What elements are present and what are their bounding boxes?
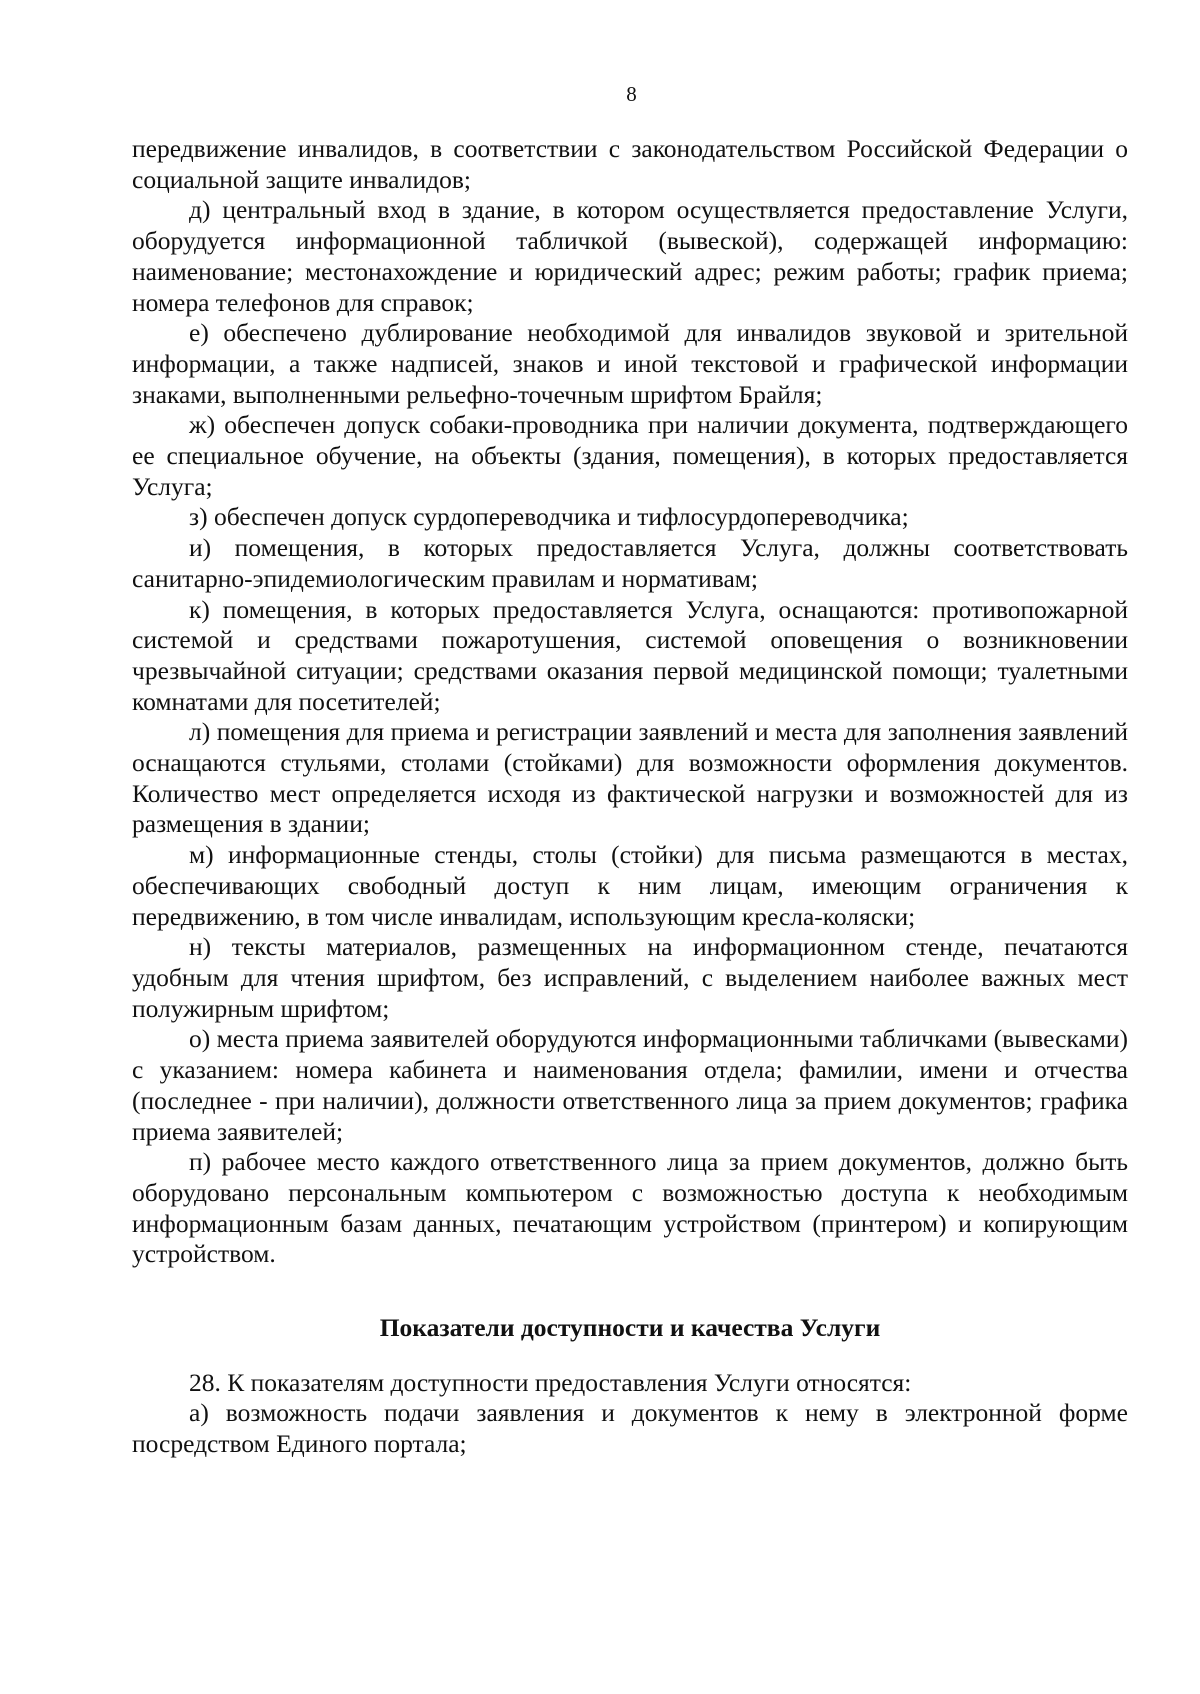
- paragraph-item-p: п) рабочее место каждого ответственного лица за прием документов, должно быть оборудовано персональным компьютером с возможностью доступа к необходимым информационным базам данных, печатающим устройством (принтером) и копирующим устройством.: [132, 1147, 1128, 1269]
- paragraph-item-m: м) информационные стенды, столы (стойки) для письма размещаются в местах, обеспечивающих свободный доступ к ним лицам, имеющим ограничения к передвижению, в том числе инвалидам, использующим кресла-коляски;: [132, 840, 1128, 931]
- paragraph-item-i: и) помещения, в которых предоставляется Услуга, должны соответствовать санитарно-эпидемиологическим правилам и нормативам;: [132, 533, 1128, 593]
- paragraph-point-28: 28. К показателям доступности предоставления Услуги относятся:: [189, 1367, 912, 1397]
- paragraph-item-l: л) помещения для приема и регистрации заявлений и места для заполнения заявлений оснащаются стульями, столами (стойками) для возможности оформления документов. Количество мест определяется исходя из фактической нагрузки и возможностей для из размещения в здании;: [132, 717, 1128, 839]
- paragraph-item-z: з) обеспечен допуск сурдопереводчика и тифлосурдопереводчика;: [189, 502, 909, 532]
- paragraph-continuation: передвижение инвалидов, в соответствии с законодательством Российской Федерации о социальной защите инвалидов;: [132, 134, 1128, 194]
- paragraph-item-d: д) центральный вход в здание, в котором осуществляется предоставление Услуги, оборудуется информационной табличкой (вывеской), содержащей информацию: наименование; местонахождение и юридический адрес; режим работы; график приема; номера телефонов для справок;: [132, 195, 1128, 317]
- paragraph-item-o: о) места приема заявителей оборудуются информационными табличками (вывесками) с указанием: номера кабинета и наименования отдела; фамилии, имени и отчества (последнее - при наличии), должности ответственного лица за прием документов; графика приема заявителей;: [132, 1024, 1128, 1146]
- paragraph-item-e: е) обеспечено дублирование необходимой для инвалидов звуковой и зрительной информации, а также надписей, знаков и иной текстовой и графической информации знаками, выполненными рельефно-точечным шрифтом Брайля;: [132, 318, 1128, 409]
- paragraph-item-a: а) возможность подачи заявления и документов к нему в электронной форме посредством Единого портала;: [132, 1398, 1128, 1459]
- page-number: 8: [626, 82, 637, 106]
- paragraph-item-k: к) помещения, в которых предоставляется Услуга, оснащаются: противопожарной системой и средствами пожаротушения, системой оповещения о возникновении чрезвычайной ситуации; средствами оказания первой медицинской помощи; туалетными комнатами для посетителей;: [132, 594, 1128, 716]
- section-heading: Показатели доступности и качества Услуги: [379, 1313, 881, 1343]
- document-body: [132, 134, 1128, 1460]
- paragraph-item-n: н) тексты материалов, размещенных на информационном стенде, печатаются удобным для чтения шрифтом, без исправлений, с выделением наиболее важных мест полужирным шрифтом;: [132, 932, 1128, 1023]
- paragraph-item-zh: ж) обеспечен допуск собаки-проводника при наличии документа, подтверждающего ее специальное обучение, на объекты (здания, помещения), в которых предоставляется Услуга;: [132, 410, 1128, 501]
